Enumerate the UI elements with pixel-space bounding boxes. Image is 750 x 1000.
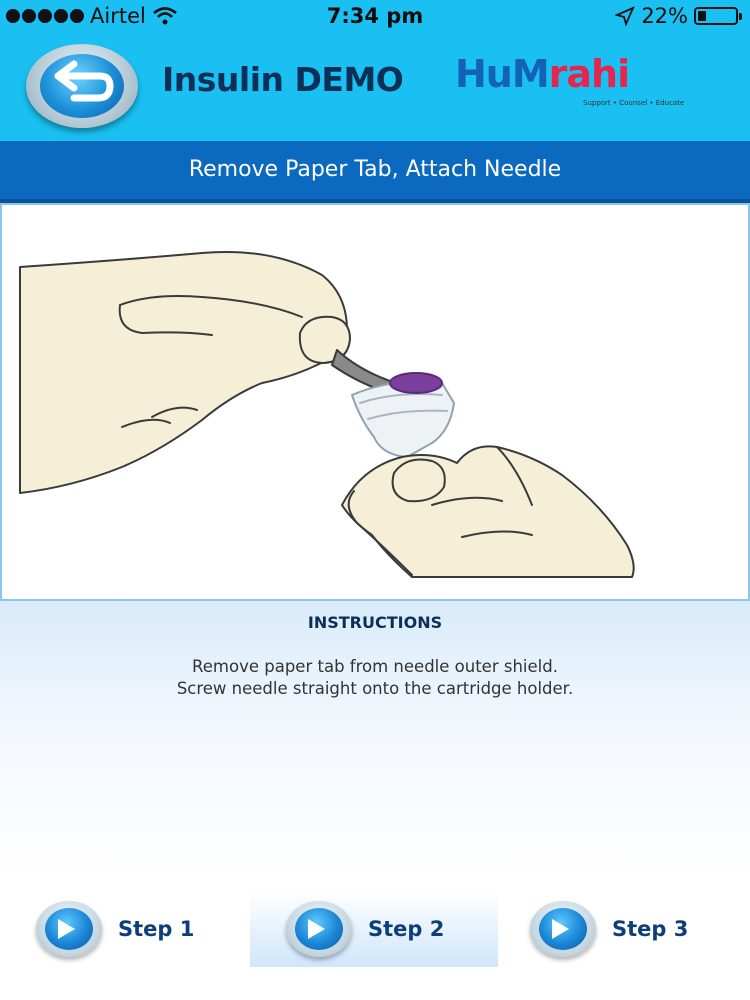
instruction-line-2: Screw needle straight onto the cartridge holder. [176,679,574,698]
carrier-name: Airtel [90,4,146,28]
page-title: Remove Paper Tab, Attach Needle [0,141,750,203]
step-navigation [0,881,750,1000]
step-2-button[interactable] [250,891,498,967]
logo-text-part2: rahi [548,52,630,96]
app-header [0,36,750,141]
back-button[interactable] [26,44,138,128]
play-icon [530,901,596,957]
status-right [615,4,738,28]
instructions-heading: INSTRUCTIONS [307,613,443,632]
step-1-button[interactable] [36,891,236,967]
battery-icon [694,7,738,25]
back-arrow-icon [46,56,118,116]
play-icon [36,901,102,957]
step-3-label: Step 3 [612,917,689,941]
play-icon [286,901,352,957]
humrahi-logo [455,52,685,107]
logo-text-part1: HuM [455,52,549,96]
hands-needle-illustration [2,205,748,599]
app-title: Insulin DEMO [162,60,404,99]
battery-percent: 22% [641,4,688,28]
instruction-line-1: Remove paper tab from needle outer shield. [192,657,558,676]
status-time: 7:34 pm [326,4,424,28]
instruction-illustration [0,203,750,601]
battery-fill [698,11,706,21]
logo-tagline: Support • Counsel • Educate [583,99,685,107]
location-arrow-icon [615,6,635,26]
instructions-panel [0,601,750,881]
step-2-label: Step 2 [368,917,445,941]
step-3-button[interactable] [530,891,730,967]
status-bar [0,0,750,36]
instructions-text [0,656,750,700]
step-1-label: Step 1 [118,917,195,941]
